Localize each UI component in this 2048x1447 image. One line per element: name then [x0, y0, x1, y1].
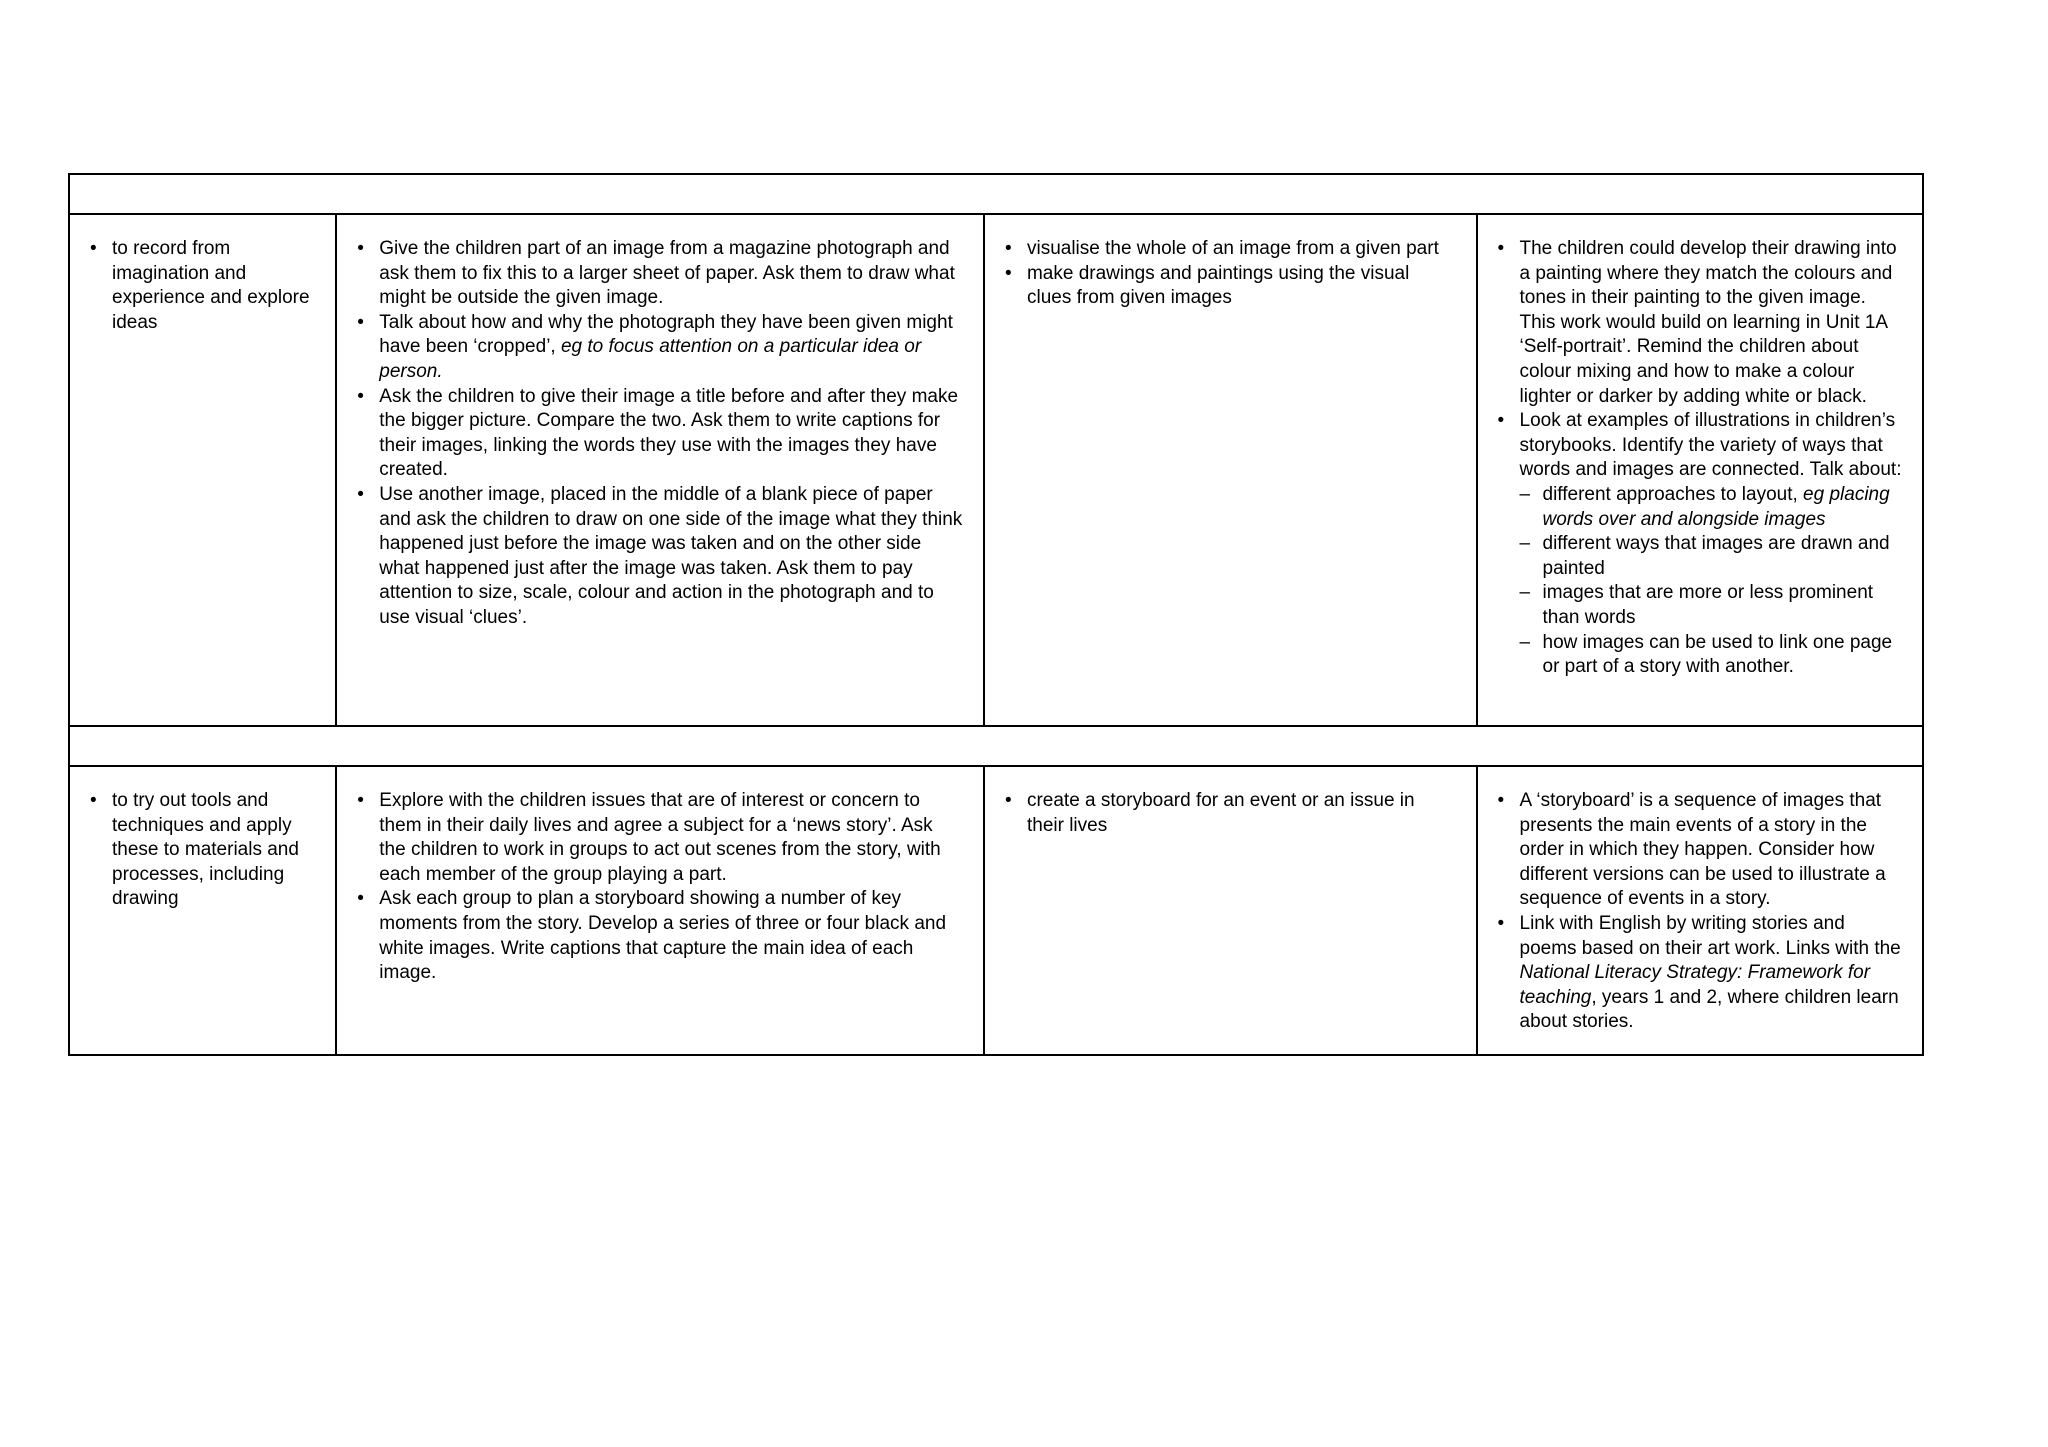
objectives-list: [88, 789, 315, 912]
note-subitem: – images that are more or less prominent than words: [1520, 581, 1903, 630]
outcomes-list: [1003, 237, 1456, 311]
activity-item: • Give the children part of an image from a magazine photograph and ask them to fix this to a larger sheet of paper. Ask them to draw what might be outside the given image.: [355, 237, 963, 311]
activity-item: • Use another image, placed in the middle of a blank piece of paper and ask the children to draw on one side of the image what they think happened just before the image was taken and on the other side what happened just after the image was taken. Ask them to pay attention to size, scale, colour and action in the photograph and to use visual ‘clues’.: [355, 483, 963, 631]
activity-item: • Ask the children to give their image a title before and after they make the bigger picture. Compare the two. Ask them to write captions for their images, linking the words they use with the images they have created.: [355, 385, 963, 483]
section-header-cell: [69, 174, 1923, 214]
table-row: [69, 214, 1923, 726]
activity-item: • Explore with the children issues that are of interest or concern to them in their daily lives and agree a subject for a ‘news story’. Ask the children to work in groups to act out scenes from the story, with each member of the group playing a part.: [355, 789, 963, 887]
note-item: • Look at examples of illustrations in children’s storybooks. Identify the variety of ways that words and images are connected. Talk about: – different approaches to layout, eg placing words over and alongside images – different ways that images are drawn and painted – images that are more or less prominent than words – how images can be used to link one page or part of a story with another.: [1496, 409, 1903, 680]
outcome-item: • make drawings and paintings using the visual clues from given images: [1003, 262, 1456, 311]
scheme-of-work-table: [68, 173, 1924, 1056]
section-header-cell: [69, 726, 1923, 766]
note-subitem: – different approaches to layout, eg placing words over and alongside images: [1520, 483, 1903, 532]
outcome-item: • visualise the whole of an image from a given part: [1003, 237, 1456, 262]
activity-item: • Ask each group to plan a storyboard showing a number of key moments from the story. Develop a series of three or four black and white images. Write captions that capture the main idea of each image.: [355, 887, 963, 985]
note-item: • A ‘storyboard’ is a sequence of images that presents the main events of a story in the order in which they happen. Consider how different versions can be used to illustrate a sequence of events in a story.: [1496, 789, 1903, 912]
notes-list: [1496, 237, 1903, 680]
section-header-row: [69, 174, 1923, 214]
activities-list: [355, 237, 963, 631]
note-item: • Link with English by writing stories and poems based on their art work. Links with the National Literacy Strategy: Framework for teaching, years 1 and 2, where children learn about stories.: [1496, 912, 1903, 1035]
note-subitem: – different ways that images are drawn and painted: [1520, 532, 1903, 581]
activities-cell: [336, 214, 984, 726]
outcome-item: • create a storyboard for an event or an issue in their lives: [1003, 789, 1456, 838]
note-subitem: – how images can be used to link one page or part of a story with another.: [1520, 631, 1903, 680]
objectives-cell: [69, 214, 336, 726]
objectives-list: [88, 237, 315, 335]
note-sublist: [1520, 483, 1903, 680]
outcomes-cell: [984, 766, 1477, 1055]
notes-list: [1496, 789, 1903, 1035]
notes-cell: [1477, 766, 1924, 1055]
activities-list: [355, 789, 963, 986]
objective-item: • to try out tools and techniques and apply these to materials and processes, including drawing: [88, 789, 315, 912]
outcomes-cell: [984, 214, 1477, 726]
note-item: • The children could develop their drawing into a painting where they match the colours and tones in their painting to the given image. This work would build on learning in Unit 1A ‘Self-portrait’. Remind the children about colour mixing and how to make a colour lighter or darker by adding white or black.: [1496, 237, 1903, 409]
objectives-cell: [69, 766, 336, 1055]
table-row: [69, 766, 1923, 1055]
section-header-row: [69, 726, 1923, 766]
objective-item: • to record from imagination and experience and explore ideas: [88, 237, 315, 335]
activities-cell: [336, 766, 984, 1055]
notes-cell: [1477, 214, 1924, 726]
outcomes-list: [1003, 789, 1456, 838]
activity-item: • Talk about how and why the photograph they have been given might have been ‘cropped’, eg to focus attention on a particular idea or person.: [355, 311, 963, 385]
